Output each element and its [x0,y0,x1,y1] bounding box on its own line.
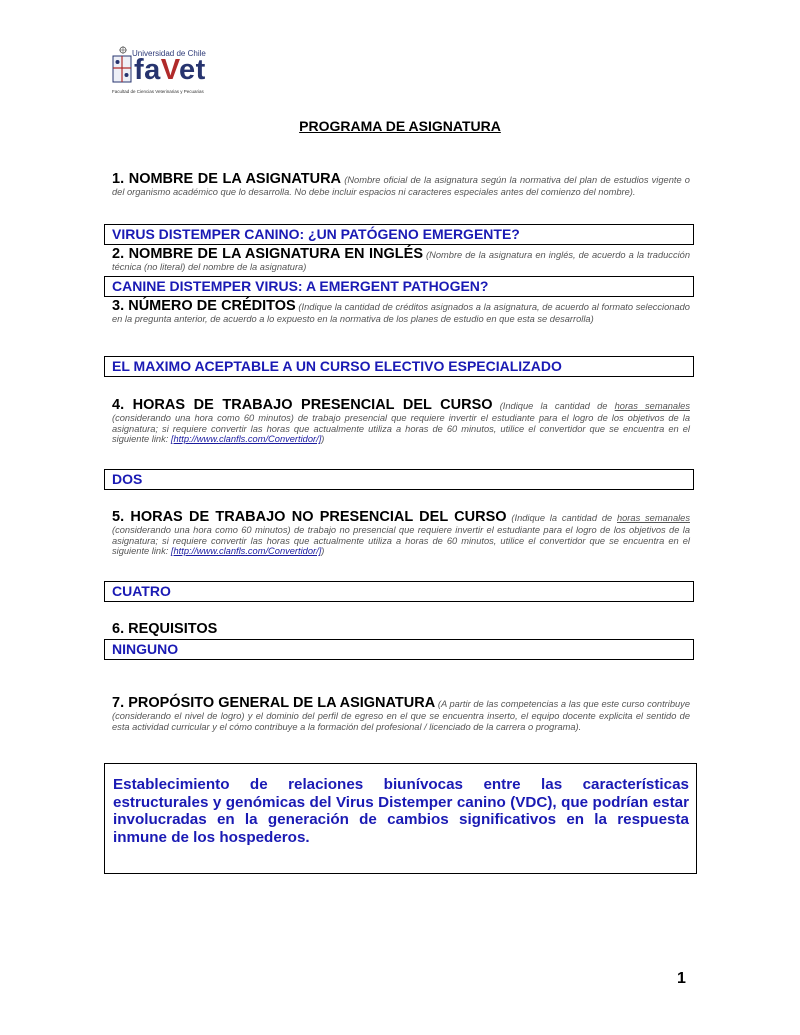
section-4-answer: DOS [104,469,694,490]
convertidor-link[interactable]: [http://www.clanfls.com/Convertidor/] [170,434,322,445]
faculty-logo [110,44,230,98]
section-7-answer [104,763,697,874]
university-name: Universidad de Chile [132,49,206,58]
section-7 [112,695,690,732]
section-5-heading: 5. HORAS DE TRABAJO NO PRESENCIAL DEL CURSO [112,509,507,525]
faculty-wordmark: faVet [134,54,206,86]
coat-of-arms-icon [110,46,132,86]
page-title: PROGRAMA DE ASIGNATURA [299,118,501,134]
section-4-heading: 4. HORAS DE TRABAJO PRESENCIAL DEL CURSO [112,397,493,413]
section-6-heading: 6. REQUISITOS [112,621,218,637]
section-1-answer: VIRUS DISTEMPER CANINO: ¿UN PATÓGENO EMERGENTE? [104,224,694,245]
section-2 [112,246,690,273]
convertidor-link[interactable]: [http://www.clanfls.com/Convertidor/] [170,546,322,557]
section-2-answer: CANINE DISTEMPER VIRUS: A EMERGENT PATHOGEN? [104,276,694,297]
section-6-answer: NINGUNO [104,639,694,660]
section-1 [112,171,690,198]
section-1-heading: 1. NOMBRE DE LA ASIGNATURA [112,171,342,187]
section-7-heading: 7. PROPÓSITO GENERAL DE LA ASIGNATURA [112,695,436,711]
section-3-answer: EL MAXIMO ACEPTABLE A UN CURSO ELECTIVO ESPECIALIZADO [104,356,694,377]
section-3 [112,298,690,325]
section-3-heading: 3. NÚMERO DE CRÉDITOS [112,298,296,314]
section-4-note: (Indique la cantidad de horas semanales (considerando una hora como 60 minutos) de trabajo presencial que requiere invertir el estudiante para el logro de los objetivos de la asignatura; si requiere convertir las horas que actualmente utiliza a horas de 60 minutos, utilice el convertidor que se encuentra en el siguiente link: [http://www.clanfls.com/Convertidor/]) [112,401,690,445]
section-2-note: (Nombre de la asignatura en inglés, de acuerdo a la traducción técnica (no literal) del nombre de la asignatura) [112,250,691,272]
section-7-answer-text: Establecimiento de relaciones biunívocas entre las características estructurales y genómicas del Virus Distemper canino (VDC), que podrían estar involucradas en la generación de cambios significativos en la respuesta inmune de los hospederos. [113,776,689,846]
section-2-heading: 2. NOMBRE DE LA ASIGNATURA EN INGLÉS [112,246,423,262]
section-5-note: (Indique la cantidad de horas semanales (considerando una hora como 60 minutos) de trabajo no presencial que requiere invertir el estudiante para el logro de los objetivos de la asignatura; si requiere convertir las horas que actualmente utiliza a horas de 60 minutos, utilice el convertidor que se encuentra en el siguiente link: [http://www.clanfls.com/Convertidor/]) [112,513,690,557]
section-6 [112,621,690,637]
section-4 [112,397,690,445]
faculty-subtitle: Facultad de Ciencias Veterinarias y Pecuarias [112,89,204,94]
page-number: 1 [677,970,686,987]
section-5 [112,509,690,557]
section-5-answer: CUATRO [104,581,694,602]
section-1-note: (Nombre oficial de la asignatura según la normativa del plan de estudios vigente o del organismo académico que lo desarrolla. No debe incluir espacios ni caracteres especiales antes del comienzo del nombre). [112,175,690,197]
section-7-note: (A partir de las competencias a las que este curso contribuye (considerando el nivel de logro) y el dominio del perfil de egreso en el que se encuentra inserto, el equipo docente explicita el sentido de esta actividad curricular y el cómo contribuye a la formación del profesional / licenciado de la carrera o programa). [112,699,690,732]
section-3-note: (Indique la cantidad de créditos asignados a la asignatura, de acuerdo al formato seleccionado en la pregunta anterior, de acuerdo a lo expuesto en la normativa de los planes de estudio en que esta se desarrolla) [112,302,690,324]
